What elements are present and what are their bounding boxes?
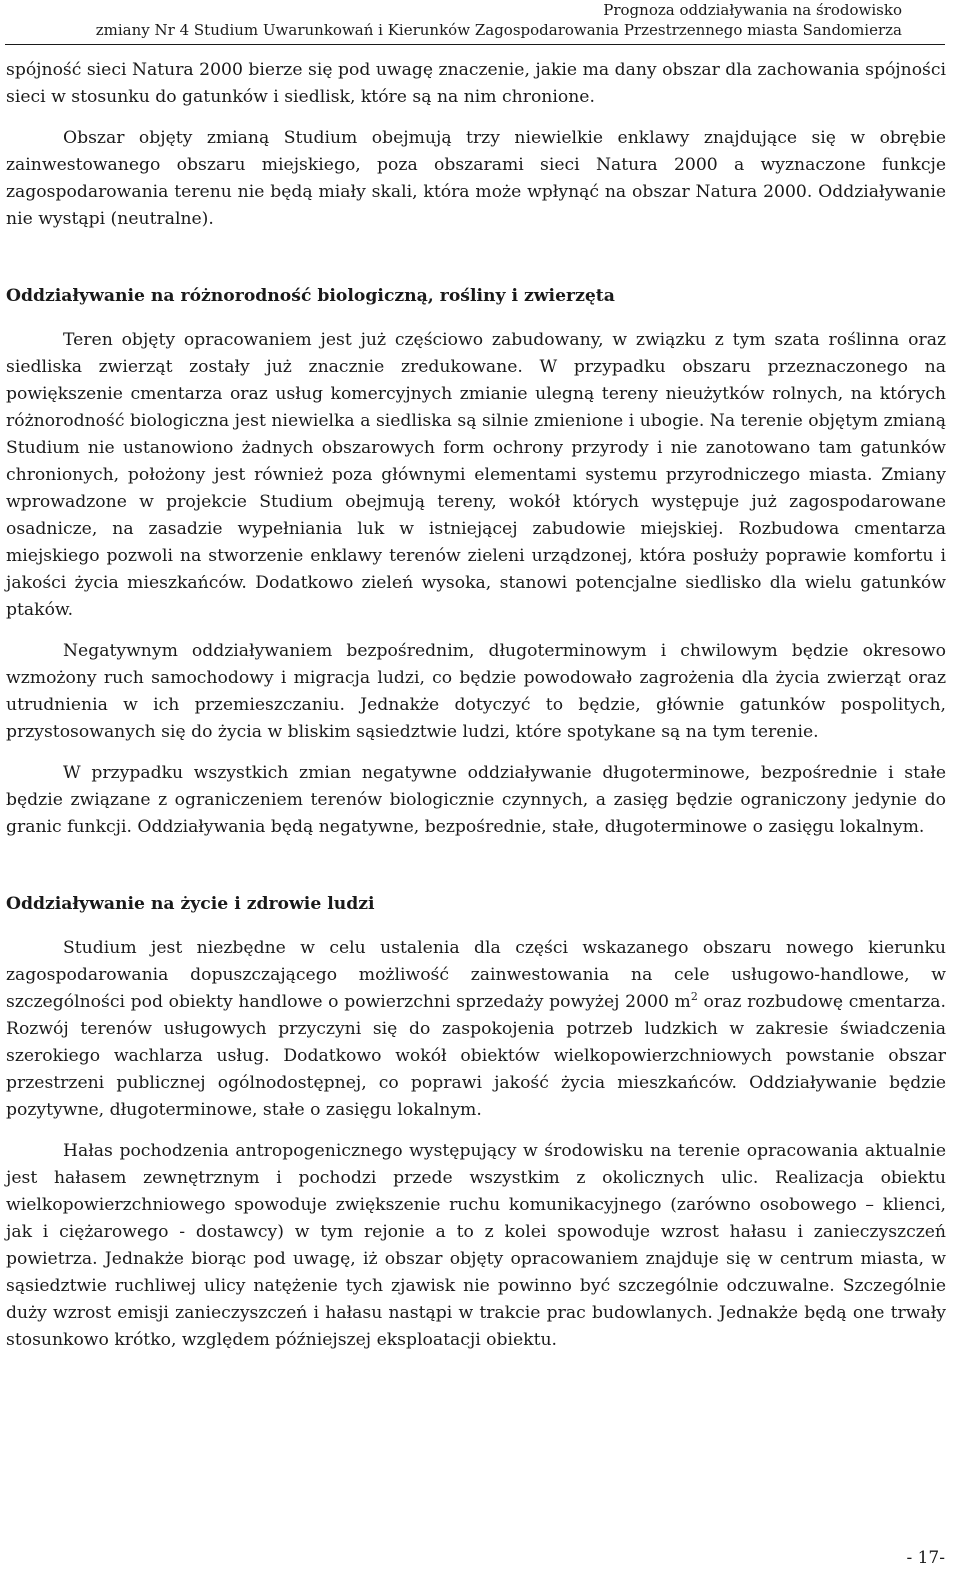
paragraph-noise: Hałas pochodzenia antropogenicznego występujący w środowisku na terenie opracowania aktualnie jest hałasem zewnętrznym i pochodzi przede wszystkim z okolicznych ulic. Realizacja obiektu wielkopowierzchniowego spowoduje zwiększenie ruchu komunikacyjnego (zarówno osobowego – klienci, jak i ciężarowego - dostawcy) w tym rejonie a to z kolei spowoduje wzrost hałasu i zanieczyszczeń powietrza. Jednakże biorąc pod uwagę, iż obszar objęty opracowaniem znajduje się w centrum miasta, w sąsiedztwie ruchliwej ulicy natężenie tych zjawisk nie powinno być szczególnie odczuwalne. Szczególnie duży wzrost emisji zanieczyszczeń i hałasu nastąpi w trakcie prac budowlanych. Jednakże będą one trwały stosunkowo krótko, względem późniejszej eksploatacji obiektu. — [6, 1141, 946, 1350]
section-heading-human-health: Oddziaływanie na życie i zdrowie ludzi — [6, 894, 375, 914]
header-subtitle: zmiany Nr 4 Studium Uwarunkowań i Kierunków Zagospodarowania Przestrzennego miasta Sandomierza — [95, 21, 902, 39]
header-divider — [5, 44, 945, 45]
page-header — [0, 0, 960, 44]
paragraph-all-changes: W przypadku wszystkich zmian negatywne oddziaływanie długoterminowe, bezpośrednie i stałe będzie związane z ograniczeniem terenów biologicznie czynnych, a zasięg będzie ograniczony jedynie do granic funkcji. Oddziaływania będą negatywne, bezpośrednie, stałe, długoterminowe o zasięgu lokalnym. — [6, 763, 946, 837]
paragraph-human-health-part1: Studium jest niezbędne w celu ustalenia dla części wskazanego obszaru nowego kierunku zagospodarowania dopuszczającego możliwość zainwestowania na cele usługowo-handlowe, w szczególności pod obiekty handlowe o powierzchni sprzedaży powyżej 2000 m — [6, 938, 946, 1012]
paragraph-biodiversity: Teren objęty opracowaniem jest już częściowo zabudowany, w związku z tym szata roślinna oraz siedliska zwierząt zostały już znacznie zredukowane. W przypadku obszaru przeznaczonego na powiększenie cmentarza oraz usług komercyjnych zmianie ulegną tereny nieużytków rolnych, na których różnorodność biologiczna jest niewielka a siedliska są silnie zmienione i ubogie. Na terenie objętym zmianą Studium nie ustanowiono żadnych obszarowych form ochrony przyrody i nie zanotowano tam gatunków chronionych, położony jest również poza głównymi elementami systemu przyrodniczego miasta. Zmiany wprowadzone w projekcie Studium obejmują tereny, wokół których występuje już zagospodarowane osadnicze, na zasadzie wypełniania luk w istniejącej zabudowie miejskiej. Rozbudowa cmentarza miejskiego pozwoli na stworzenie enklawy terenów zieleni urządzonej, która posłuży poprawie komfortu i jakości życia mieszkańców. Dodatkowo zieleń wysoka, stanowi potencjalne siedlisko dla wielu gatunków ptaków. — [6, 330, 946, 620]
header-title: Prognoza oddziaływania na środowisko — [603, 1, 902, 19]
page-number: - 17- — [906, 1548, 945, 1568]
paragraph-natura-impact: Obszar objęty zmianą Studium obejmują trzy niewielkie enklawy znajdujące się w obrębie zainwestowanego obszaru miejskiego, poza obszarami sieci Natura 2000 a wyznaczone funkcje zagospodarowania terenu nie będą miały skali, która może wpłynąć na obszar Natura 2000. Oddziaływanie nie wystąpi (neutralne). — [6, 128, 946, 229]
document-body — [6, 57, 946, 1354]
paragraph-natura-continuation: spójność sieci Natura 2000 bierze się pod uwagę znaczenie, jakie ma dany obszar dla zachowania spójności sieci w stosunku do gatunków i siedlisk, które są na nim chronione. — [6, 60, 946, 107]
section-heading-biodiversity: Oddziaływanie na różnorodność biologiczną, rośliny i zwierzęta — [6, 286, 615, 306]
square-meter-superscript: 2 — [690, 990, 698, 1003]
paragraph-negative-impact: Negatywnym oddziaływaniem bezpośrednim, długoterminowym i chwilowym będzie okresowo wzmożony ruch samochodowy i migracja ludzi, co będzie powodowało zagrożenia dla życia zwierząt oraz utrudnienia w ich przemieszczaniu. Jednakże dotyczyć to będzie, głównie gatunków pospolitych, przystosowanych się do życia w bliskim sąsiedztwie ludzi, które spotykane są na tym terenie. — [6, 641, 946, 742]
paragraph-human-health-part2: oraz rozbudowę cmentarza. Rozwój terenów usługowych przyczyni się do zaspokojenia potrzeb ludzkich w zakresie świadczenia szerokiego wachlarza usług. Dodatkowo wokół obiektów wielkopowierzchniowych powstanie obszar przestrzeni publicznej ogólnodostępnej, co poprawi jakość życia mieszkańców. Oddziaływanie będzie pozytywne, długoterminowe, stałe o zasięgu lokalnym. — [6, 992, 946, 1120]
paragraph-human-health — [6, 935, 946, 1124]
